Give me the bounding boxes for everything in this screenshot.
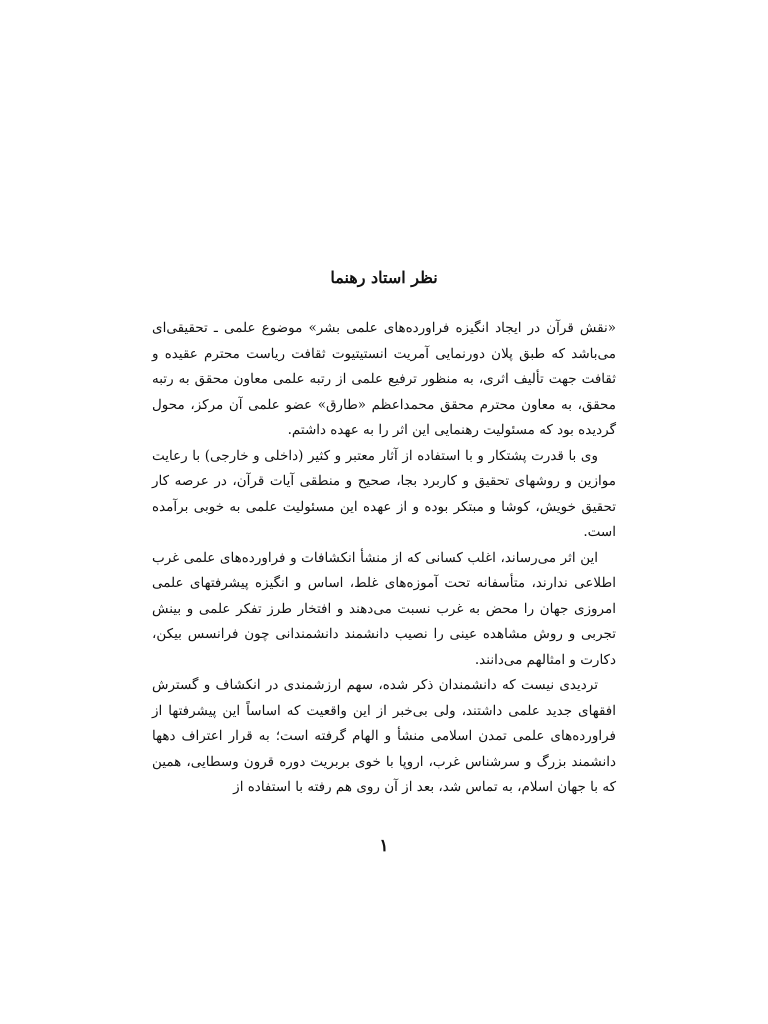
paragraph-1: «نقش قرآن در ایجاد انگیزه فراورده‌های علمی بشر» موضوع علمی ـ تحقیقی‌ای می‌باشد که طبق پلان دورنمایی آمریت انستیتیوت ثقافت ریاست محترم عقیده و ثقافت جهت تألیف اثری، به منظور ترفیع علمی از رتبه علمی معاون محقق به رتبه محقق، به معاون محترم محقق محمداعظم «طارق» عضو علمی آن مرکز، محول گردیده بود که مسئولیت رهنمایی این اثر را به عهده داشتم. [152, 320, 616, 438]
paragraph-3: این اثر می‌رساند، اغلب کسانی که از منشأ انکشافات و فراورده‌های علمی غرب اطلاعی ندارند، متأسفانه تحت آموزه‌های غلط، اساس و انگیزه پیشرفتهای علمی امروزی جهان را محض به غرب نسبت می‌دهند و افتخار طرز تفکر علمی و بینش تجربی و روش مشاهده عینی را نصیب دانشمند دانشمندانی چون فرانسس بیکن، دکارت و امثالهم می‌دانند. [152, 549, 616, 668]
body-text [152, 316, 616, 801]
page-number: ۱ [379, 836, 389, 856]
paragraph-2: وی با قدرت پشتکار و با استفاده از آثار معتبر و کثیر (داخلی و خارجی) با رعایت موازین و روشهای تحقیق و کاربرد بجا، صحیح و منطقی آیات قرآن، در عرصه کار تحقیق خویش، کوشا و مبتکر بوده و از عهده این مسئولیت علمی به خوبی برآمده است. [152, 447, 616, 540]
page-title: نظر استاد رهنما [330, 268, 438, 287]
paragraph-4: تردیدی نیست که دانشمندان ذکر شده، سهم ارزشمندی در انکشاف و گسترش افقهای جدید علمی داشتند، ولی بی‌خبر از این واقعیت که اساساً این پیشرفتها از فراورده‌های علمی تمدن اسلامی منشأ و الهام گرفته است؛ به قرار اعتراف دهها دانشمند بزرگ و سرشناس غرب، اروپا با خوی بربریت دوره قرون وسطایی، همین که با جهان اسلام، به تماس شد، بعد از آن روی هم رفته با استفاده از [152, 677, 616, 795]
